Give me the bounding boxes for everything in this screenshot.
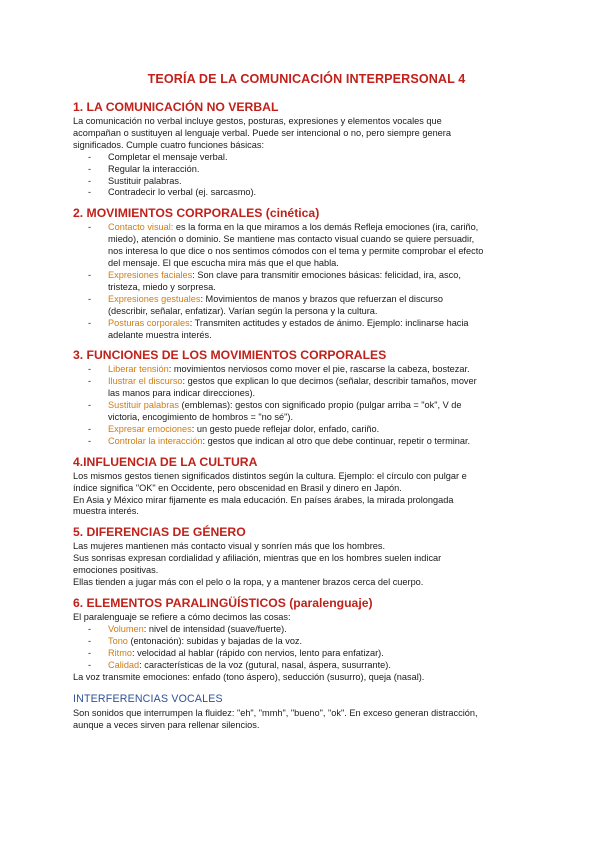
list-item (73, 270, 540, 294)
item-term: Ilustrar el discurso (108, 376, 183, 387)
item-text: : movimientos nerviosos como mover el pie, rascarse la cabeza, bostezar. (168, 364, 470, 375)
list-item (73, 660, 540, 672)
item-text: : velocidad al hablar (rápido con nervios, lento para enfatizar). (132, 647, 384, 658)
bullet-list (73, 152, 540, 200)
paragraph-line: Sus sonrisas expresan cordialidad y afiliación, mientras que en los hombres suelen indicar (73, 553, 442, 564)
document-body (73, 100, 540, 683)
bullet-dash: - (88, 222, 92, 233)
list-item (73, 636, 540, 648)
bullet-dash: - (88, 317, 92, 328)
item-text: Sustituir palabras. (108, 175, 182, 186)
item-text: : características de la voz (gutural, nasal, áspera, susurrante). (139, 659, 391, 670)
section-5 (73, 525, 540, 589)
list-item (73, 400, 540, 424)
item-term: Controlar la interacción (108, 435, 203, 446)
bullet-dash: - (88, 175, 92, 186)
list-item (73, 376, 540, 400)
item-text: del mensaje. El que escucha mira más que el que habla. (108, 258, 339, 269)
bullet-dash: - (88, 163, 92, 174)
paragraph-line: emociones positivas. (73, 565, 159, 576)
bullet-dash: - (88, 269, 92, 280)
item-text: es la forma en la que miramos a los demás Refleja emociones (ira, cariño, (173, 222, 479, 233)
list-item (73, 624, 540, 636)
item-text: (describir, señalar, enfatizar). Varían según la persona y la cultura. (108, 305, 378, 316)
section-2 (73, 206, 540, 341)
paragraph-line: La comunicación no verbal incluye gestos, posturas, expresiones y elementos vocales que (73, 116, 442, 126)
bullet-dash: - (88, 623, 92, 634)
item-term: Tono (108, 635, 128, 646)
paragraph-line: La voz transmite emociones: enfado (tono áspero), seducción (susurro), queja (nasal). (73, 671, 425, 682)
item-term: Ritmo (108, 647, 132, 658)
list-item (73, 424, 540, 436)
section-heading: 2. MOVIMIENTOS CORPORALES (cinética) (73, 206, 320, 221)
item-text: miedo), atención o dominio. Se mantiene mas contacto visual cuando se quiere persuadir, (108, 234, 475, 245)
item-text: Regular la interacción. (108, 163, 200, 174)
paragraph-line: Ellas tienden a jugar más con el pelo o la ropa, y a mantener brazos cerca del cuerpo. (73, 577, 424, 588)
paragraph-line: índice significa "OK" en Occidente, pero obscenidad en Brasil y dinero en Japón. (73, 482, 402, 493)
item-text: (entonación): subidas y bajadas de la voz. (127, 635, 303, 646)
section-heading: 1. LA COMUNICACIÓN NO VERBAL (73, 100, 279, 114)
section-4 (73, 455, 540, 519)
bullet-dash: - (88, 293, 92, 304)
paragraph-line: Las mujeres mantienen más contacto visual y sonríen más que los hombres. (73, 541, 386, 552)
paragraph-line: acompañan o sustituyen al lenguaje verbal. Puede ser intencional o no, pero siempre genera (73, 127, 451, 138)
list-item (73, 152, 540, 164)
paragraph-line: significados. Cumple cuatro funciones básicas: (73, 139, 264, 150)
item-text: las manos para indicar direcciones). (108, 388, 256, 399)
section-heading: 4.INFLUENCIA DE LA CULTURA (73, 454, 258, 469)
item-text: adelante muestra interés. (108, 329, 212, 340)
bullet-dash: - (88, 647, 92, 658)
bullet-dash: - (88, 151, 92, 162)
item-term: Volumen (108, 623, 144, 634)
item-text: : Son clave para transmitir emociones básicas: felicidad, ira, asco, (192, 269, 461, 280)
list-item (73, 318, 540, 342)
item-term: Posturas corporales (108, 317, 190, 328)
interferences-section (73, 692, 540, 732)
paragraph-line: El paralenguaje se refiere a cómo decimos las cosas: (73, 612, 291, 622)
item-term: Calidad (108, 659, 140, 670)
item-text: : Transmiten actitudes y estados de ánimo. Ejemplo: inclinarse hacia (189, 317, 469, 328)
bullet-list (73, 364, 540, 447)
bullet-dash: - (88, 400, 92, 411)
item-text: : un gesto puede reflejar dolor, enfado, cariño. (191, 423, 380, 434)
list-item (73, 294, 540, 318)
item-text: Contradecir lo verbal (ej. sarcasmo). (108, 187, 257, 198)
item-term: Expresiones gestuales (108, 293, 201, 304)
interferences-line: Son sonidos que interrumpen la fluidez: "eh", "mmh", "bueno", "ok". En exceso generan distracción, (73, 708, 478, 719)
list-item (73, 164, 540, 176)
bullet-dash: - (88, 364, 92, 375)
item-text: : Movimientos de manos y brazos que refuerzan el discurso (200, 293, 444, 304)
bullet-dash: - (88, 423, 92, 434)
item-text: nos interesa lo que dice o nos sentimos cómodos con el tema y permite comprobar el efecto (108, 246, 484, 257)
bullet-dash: - (88, 435, 92, 446)
interferences-heading: INTERFERENCIAS VOCALES (73, 693, 223, 706)
item-term: Expresar emociones (108, 423, 192, 434)
list-item (73, 176, 540, 188)
document-title: TEORÍA DE LA COMUNICACIÓN INTERPERSONAL 4 (147, 72, 466, 86)
item-term: Expresiones faciales (108, 269, 193, 280)
paragraph-line: En Asia y México mirar fijamente es mala educación. En países árabes, la mirada prolongada (73, 494, 454, 505)
list-item (73, 364, 540, 376)
item-term: Liberar tensión (108, 364, 169, 375)
section-3 (73, 348, 540, 447)
section-6 (73, 596, 540, 683)
section-heading: 6. ELEMENTOS PARALINGÜÍSTICOS (paralenguaje) (73, 596, 373, 610)
bullet-list (73, 222, 540, 341)
item-text: Completar el mensaje verbal. (108, 151, 228, 162)
item-term: Contacto visual: (108, 222, 174, 233)
list-item (73, 648, 540, 660)
list-item (73, 187, 540, 199)
item-text: (emblemas): gestos con significado propio (pulgar arriba = "ok", V de (178, 400, 462, 411)
item-term: Sustituir palabras (108, 400, 179, 411)
item-text: tristeza, miedo y sorpresa. (108, 281, 216, 292)
paragraph-line: muestra interés. (73, 506, 139, 517)
list-item (73, 436, 540, 448)
item-text: : nivel de intensidad (suave/fuerte). (143, 623, 287, 634)
bullet-dash: - (88, 635, 92, 646)
bullet-list (73, 624, 540, 672)
section-heading: 5. DIFERENCIAS DE GÉNERO (73, 525, 246, 540)
item-text: : gestos que indican al otro que debe continuar, repetir o terminar. (202, 435, 471, 446)
interferences-line: aunque a veces sirven para rellenar silencios. (73, 720, 260, 731)
section-1 (73, 100, 540, 199)
section-heading: 3. FUNCIONES DE LOS MOVIMIENTOS CORPORALES (73, 348, 387, 363)
item-text: : gestos que explican lo que decimos (señalar, describir tamaños, mover (182, 376, 477, 387)
bullet-dash: - (88, 659, 92, 670)
paragraph-line: Los mismos gestos tienen significados distintos según la cultura. Ejemplo: el círculo con pulgar e (73, 470, 467, 481)
list-item (73, 222, 540, 270)
bullet-dash: - (88, 187, 92, 198)
item-text: victoria, encogimiento de hombros = "no sé"). (108, 412, 294, 423)
bullet-dash: - (88, 376, 92, 387)
